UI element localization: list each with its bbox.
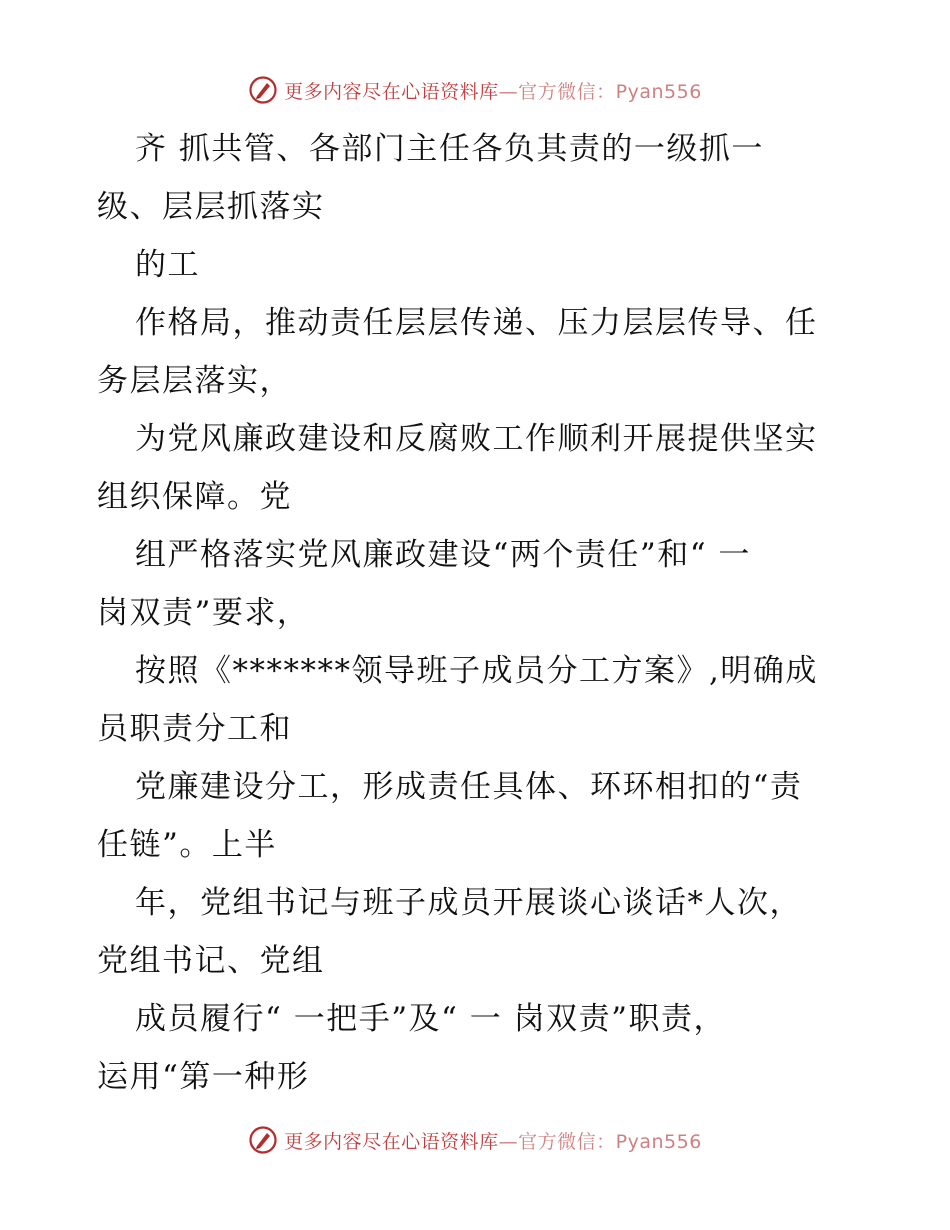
text-line: 任链”。上半: [97, 827, 277, 863]
text-line: 齐 抓共管、各部门主任各负其责的一级抓一: [135, 131, 764, 167]
header-brand-text: [284, 77, 702, 104]
pen-circle-logo-icon: [248, 1125, 278, 1155]
text-line: 的工: [135, 247, 200, 283]
header-brand: 更多内容尽在心语资料库: [284, 80, 499, 103]
text-line: 党廉建设分工，形成责任具体、环环相扣的“责: [135, 769, 803, 805]
footer-contact: —官方微信：Pyan556: [498, 1130, 702, 1153]
footer-brand-text: [284, 1127, 702, 1154]
pen-circle-logo-icon: [248, 75, 278, 105]
text-line: 组织保障。党: [97, 479, 292, 515]
text-line: 按照《*******领导班子成员分工方案》,明确成: [135, 653, 818, 689]
text-line: 员职责分工和: [97, 711, 292, 747]
text-line: 成员履行“ 一把手”及“ 一 岗双责”职责，: [135, 1001, 726, 1037]
footer-brand: 更多内容尽在心语资料库: [284, 1130, 499, 1153]
text-line: 作格局，推动责任层层传递、压力层层传导、任: [135, 305, 818, 341]
header-contact: —官方微信：Pyan556: [498, 80, 702, 103]
text-line: 为党风廉政建设和反腐败工作顺利开展提供坚实: [135, 421, 818, 457]
text-line: 组严格落实党风廉政建设“两个责任”和“ 一: [135, 537, 751, 573]
header-banner: [0, 72, 950, 108]
footer-banner: [0, 1122, 950, 1158]
text-line: 运用“第一种形: [97, 1059, 310, 1095]
text-line: 务层层落实，: [97, 363, 292, 399]
document-body: [97, 120, 867, 1106]
text-line: 党组书记、党组: [97, 943, 325, 979]
text-line: 年，党组书记与班子成员开展谈心谈话*人次，: [135, 885, 802, 921]
text-line: 级、层层抓落实: [97, 189, 325, 225]
text-line: 岗双责”要求，: [97, 595, 310, 631]
